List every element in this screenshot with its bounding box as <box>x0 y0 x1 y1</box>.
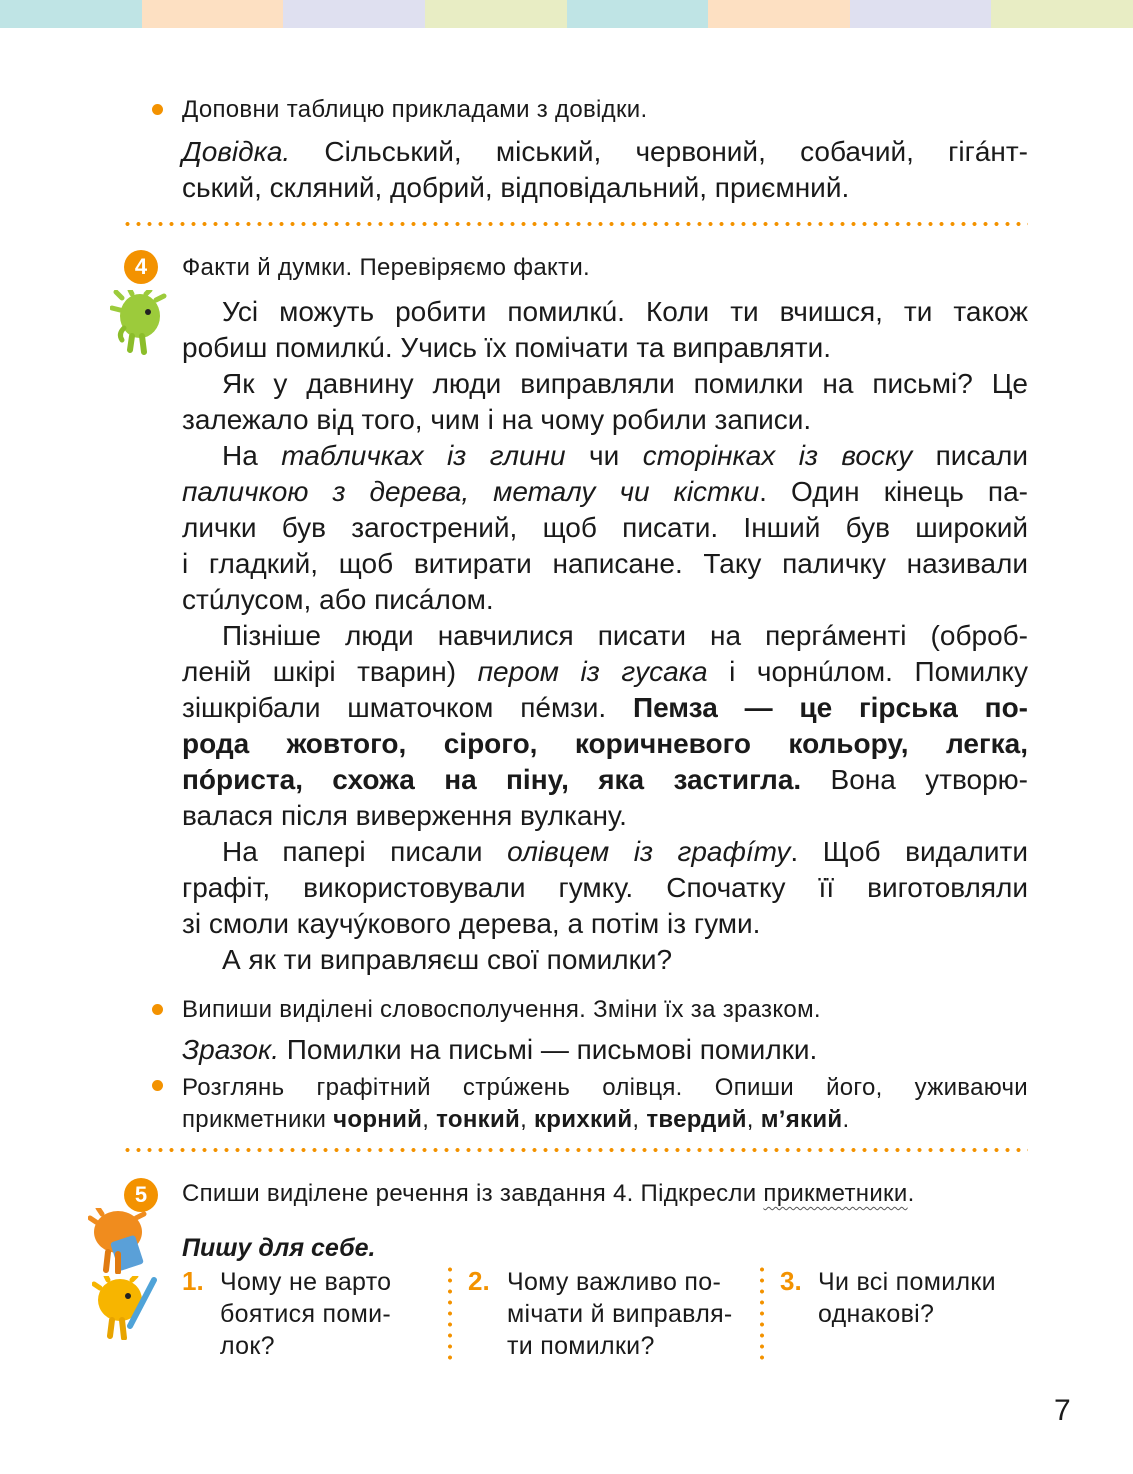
adjective: м’який <box>760 1106 843 1133</box>
adjective: твердий <box>646 1106 747 1133</box>
text-line: паличкою з дерева, металу чи кістки. Один кінець па- <box>182 476 1028 507</box>
text-line: А як ти виправляєш свої помилки? <box>222 944 673 975</box>
task5-instruction: Спиши виділене речення із завдання 4. Підкресли прикметники. <box>182 1180 915 1207</box>
text-line: Пізніше люди навчилися писати на пергáменті (оброб- <box>222 620 1028 651</box>
adjective: чорний <box>333 1106 423 1133</box>
text-line: робиш помилкú. Учись їх помічати та виправляти. <box>182 332 832 363</box>
sample-text: Помилки на письмі — письмові помилки. <box>286 1034 818 1065</box>
color-block <box>142 0 284 28</box>
header-color-strip <box>0 0 1133 28</box>
bullet-dot <box>152 104 163 115</box>
color-block <box>283 0 425 28</box>
color-block <box>991 0 1133 28</box>
dotted-divider <box>122 222 1028 226</box>
bullet2-line: прикметники чорний, тонкий, крихкий, твердий, м’який. <box>182 1106 850 1133</box>
dotted-divider <box>122 1148 1028 1152</box>
top-task-instruction: Доповни таблицю прикладами з довідки. <box>182 96 648 123</box>
reference-block <box>182 134 1028 206</box>
text-line: зі смоли каучýкового дерева, а потім із гуми. <box>182 908 761 939</box>
bullet2-line: Розглянь графітний стрúжень олівця. Опиши його, уживаючи <box>182 1074 1028 1101</box>
reference-line: ський, скляний, добрий, відповідальний, приємний. <box>182 172 850 203</box>
task4-bullet1: Випиши виділені словосполучення. Зміни їх за зразком. <box>182 996 821 1023</box>
reference-label: Довідка. <box>182 136 291 167</box>
bullet-dot <box>152 1004 163 1015</box>
text-line: стúлусом, або писáлом. <box>182 584 494 615</box>
question-number: 2. <box>468 1266 490 1296</box>
green-mascot-icon <box>110 290 168 356</box>
question-number: 1. <box>182 1266 204 1296</box>
text-line: графіт, використовували гумку. Спочатку її виготовляли <box>182 872 1028 903</box>
question-number: 3. <box>780 1266 802 1296</box>
text-line: Усі можуть робити помилкú. Коли ти вчишся, ти також <box>222 296 1028 327</box>
text-line: пóриста, схожа на піну, яка застигла. Вона утворю- <box>182 764 1028 795</box>
task-number-badge: 5 <box>124 1178 158 1212</box>
sample-label: Зразок. <box>182 1034 279 1065</box>
task-number-badge: 4 <box>124 250 158 284</box>
color-block <box>425 0 567 28</box>
write-title: Пишу для себе. <box>182 1234 376 1262</box>
text-line: зішкрібали шматочком пéмзи. Пемза — це гірська по- <box>182 692 1029 723</box>
column-divider <box>448 1264 452 1360</box>
underlined-word: прикметники <box>763 1180 908 1207</box>
text-line: валася після виверження вулкану. <box>182 800 627 831</box>
color-block <box>850 0 992 28</box>
text-line: На папері писали олівцем із графíту. Щоб видалити <box>222 836 1028 867</box>
sample-line <box>182 1032 817 1068</box>
text-line: і гладкий, щоб витирати написане. Таку паличку називали <box>182 548 1028 579</box>
yellow-mascot-icon <box>92 1276 158 1340</box>
text-line: Як у давнину люди виправляли помилки на письмі? Це <box>222 368 1028 399</box>
column-divider <box>760 1264 764 1360</box>
color-block <box>708 0 850 28</box>
text-line: леній шкірі тварин) пером із гусака і чорнúлом. Помилку <box>182 656 1028 687</box>
question-text: Чи всі помилки однакові? <box>818 1268 996 1328</box>
text-line: На табличках із глини чи сторінках із воску писали <box>222 440 1028 471</box>
color-block <box>567 0 709 28</box>
task4-bullet2 <box>182 1072 1028 1136</box>
task4-text <box>182 294 1028 978</box>
task4-title: Факти й думки. Перевіряємо факти. <box>182 254 591 281</box>
adjective: крихкий <box>534 1106 633 1133</box>
orange-mascot-icon <box>88 1208 150 1274</box>
adjective: тонкий <box>436 1106 521 1133</box>
color-block <box>0 0 142 28</box>
text-line: рода жовтого, сірого, коричневого кольору, легка, <box>182 728 1028 759</box>
bullet-dot <box>152 1080 163 1091</box>
text-line: лички був загострений, щоб писати. Інший був широкий <box>182 512 1028 543</box>
question-text: Чому важливо по- мічати й виправля- ти помилки? <box>507 1268 733 1360</box>
question-text: Чому не варто боятися поми- лок? <box>220 1268 392 1360</box>
page-number: 7 <box>1054 1394 1071 1427</box>
reference-line: Сільський, міський, червоний, собачий, гігáнт- <box>324 136 1028 167</box>
text-line: залежало від того, чим і на чому робили записи. <box>182 404 812 435</box>
